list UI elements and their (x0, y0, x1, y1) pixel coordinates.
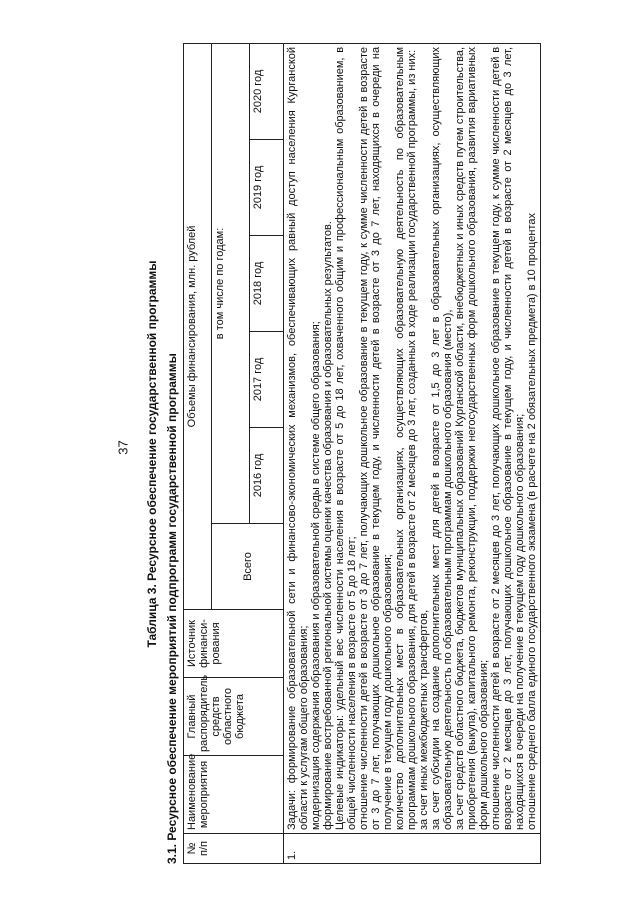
header-year-2016: 2016 год (250, 428, 284, 524)
text-line: за счет субсидии на создание дополнительных мест для детей в возрасте от 1,5 до 3 лет в образовательных организациях, осуществляющих образовательную деятельность по образовательным программам дошкольного образования (место), (430, 46, 454, 830)
header-including: в том числе по годам: (212, 43, 250, 523)
text-line: Задачи: формирование образовательной сети и финансово-экономических механизмов, обеспечивающих равный доступ населения Курганской области к услугам общего образования; (286, 46, 310, 830)
text-line: отношение среднего балла единого государственного экзамена (в расчете на 2 обязательных предмета) в 10 процентах (526, 213, 538, 830)
header-volume: Объемы финансирования, млн. рублей (184, 43, 212, 609)
header-year-2017: 2017 год (250, 332, 284, 428)
row-number: 1. (284, 834, 541, 864)
header-year-2018: 2018 год (250, 236, 284, 332)
text-line: количество дополнительных мест в образовательных организациях, осуществляющих образовательную деятельность по образовательным программам дошкольного образования, для детей в возрасте от 2 месяцев до 3 лет, созданных в ходе реализации государственной программы, из них: (394, 46, 418, 830)
text-line: модернизация содержания образования и образовательной среды в системе общего образования; (310, 321, 322, 830)
section-title: 3.1. Ресурсное обеспечение мероприятий подпрограмм государственной программы (165, 353, 179, 864)
header-num: № п/п (184, 834, 284, 864)
resource-table (183, 43, 541, 864)
text-line: за счет средств областного бюджета, бюджетов муниципальных образований Курганской области, внебюджетных и иных средств путем строительства, приобретения (выкупа), капитального ремонта, реконструкции, поддержки негосударственных форм дошкольного образования, развития вариативных форм дошкольного образования; (454, 46, 490, 830)
header-total: Всего (212, 524, 284, 610)
table-title: Таблица 3. Ресурсное обеспечение государственной программы (145, 260, 159, 648)
header-admin: Главный распорядитель средств областного бюджета (184, 678, 284, 756)
text-line: Целевые индикаторы: удельный вес численности населения в возрасте от 5 до 18 лет, охваченного общим и профессиональным образованием, в общей численности населения в возрасте от 5 до 18 лет; (334, 46, 358, 830)
page-number: 37 (115, 440, 131, 455)
header-source: Источник финанси-рования (184, 610, 284, 678)
text-line: отношение численности детей в возрасте от 3 до 7 лет, получающих дошкольное образование в текущем году, к сумме численности детей в возрасте от 3 до 7 лет, получающих дошкольное образование в текущем году, и численности детей в возрасте от 3 до 7 лет, находящихся в очереди на получение в текущем году дошкольного образования; (358, 46, 394, 830)
header-year-2020: 2020 год (250, 43, 284, 139)
text-line: формирование востребованной региональной системы оценки качества образования и образовательных результатов. (322, 221, 334, 830)
header-name: Наименование мероприятия (184, 756, 284, 834)
text-line: отношение численности детей в возрасте от 2 месяцев до 3 лет, получающих дошкольное образование в текущем году, к сумме численности детей в возрасте от 2 месяцев до 3 лет, получающих дошкольное образование в текущем году, и численности детей в возрасте от 2 месяцев до 3 лет, находящихся в очереди на получение в текущем году дошкольного образования; (490, 46, 526, 830)
text-line: за счет иных межбюджетных трансфертов, (418, 609, 430, 830)
header-year-2019: 2019 год (250, 140, 284, 236)
rotated-page-content (145, 44, 595, 864)
tasks-cell (284, 43, 541, 833)
